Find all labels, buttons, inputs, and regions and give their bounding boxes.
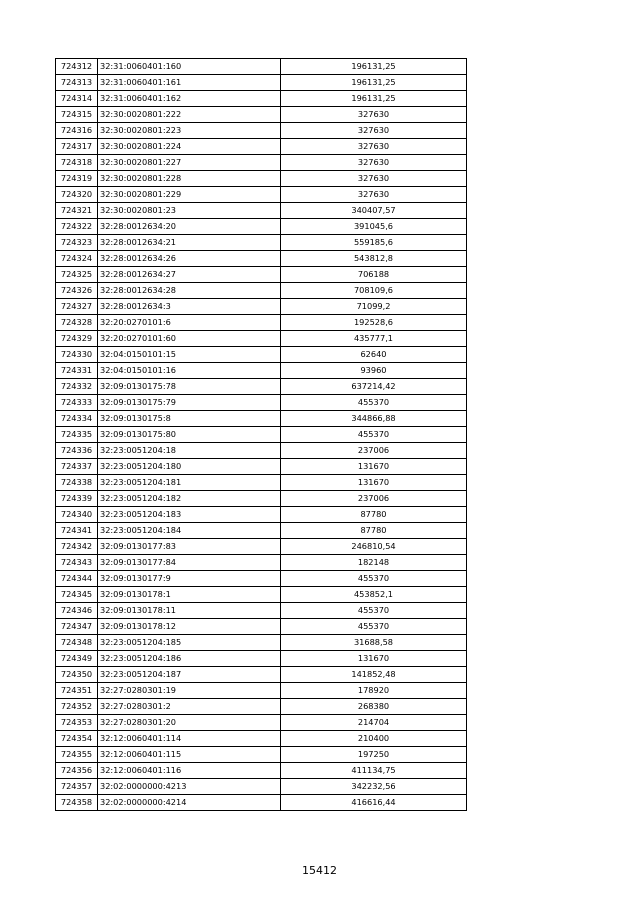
value-cell: 327630 — [281, 155, 467, 171]
value-cell: 559185,6 — [281, 235, 467, 251]
row-id-cell: 724332 — [56, 379, 98, 395]
row-id-cell: 724312 — [56, 59, 98, 75]
cadastral-number-cell: 32:09:0130175:79 — [98, 395, 281, 411]
cadastral-number-cell: 32:30:0020801:227 — [98, 155, 281, 171]
cadastral-number-cell: 32:27:0280301:19 — [98, 683, 281, 699]
cadastral-number-cell: 32:28:0012634:28 — [98, 283, 281, 299]
cadastral-number-cell: 32:28:0012634:3 — [98, 299, 281, 315]
value-cell: 543812,8 — [281, 251, 467, 267]
row-id-cell: 724340 — [56, 507, 98, 523]
table-row — [56, 139, 467, 155]
row-id-cell: 724335 — [56, 427, 98, 443]
row-id-cell: 724318 — [56, 155, 98, 171]
row-id-cell: 724328 — [56, 315, 98, 331]
row-id-cell: 724329 — [56, 331, 98, 347]
cadastral-number-cell: 32:30:0020801:222 — [98, 107, 281, 123]
table-row — [56, 779, 467, 795]
row-id-cell: 724357 — [56, 779, 98, 795]
value-cell: 411134,75 — [281, 763, 467, 779]
cadastral-number-cell: 32:27:0280301:20 — [98, 715, 281, 731]
row-id-cell: 724336 — [56, 443, 98, 459]
value-cell: 93960 — [281, 363, 467, 379]
row-id-cell: 724354 — [56, 731, 98, 747]
table-row — [56, 443, 467, 459]
row-id-cell: 724344 — [56, 571, 98, 587]
value-cell: 196131,25 — [281, 91, 467, 107]
row-id-cell: 724320 — [56, 187, 98, 203]
row-id-cell: 724330 — [56, 347, 98, 363]
row-id-cell: 724338 — [56, 475, 98, 491]
row-id-cell: 724343 — [56, 555, 98, 571]
cadastral-number-cell: 32:30:0020801:229 — [98, 187, 281, 203]
cadastral-number-cell: 32:30:0020801:23 — [98, 203, 281, 219]
table-row — [56, 155, 467, 171]
table-row — [56, 475, 467, 491]
value-cell: 131670 — [281, 459, 467, 475]
table-row — [56, 523, 467, 539]
cadastral-number-cell: 32:09:0130177:84 — [98, 555, 281, 571]
value-cell: 71099,2 — [281, 299, 467, 315]
value-cell: 327630 — [281, 187, 467, 203]
value-cell: 327630 — [281, 107, 467, 123]
row-id-cell: 724316 — [56, 123, 98, 139]
value-cell: 131670 — [281, 651, 467, 667]
value-cell: 237006 — [281, 491, 467, 507]
row-id-cell: 724319 — [56, 171, 98, 187]
value-cell: 246810,54 — [281, 539, 467, 555]
row-id-cell: 724353 — [56, 715, 98, 731]
value-cell: 455370 — [281, 603, 467, 619]
value-cell: 453852,1 — [281, 587, 467, 603]
table-row — [56, 91, 467, 107]
value-cell: 708109,6 — [281, 283, 467, 299]
table-row — [56, 491, 467, 507]
table-row — [56, 603, 467, 619]
table-row — [56, 75, 467, 91]
value-cell: 327630 — [281, 123, 467, 139]
table-row — [56, 395, 467, 411]
table-row — [56, 251, 467, 267]
table-row — [56, 331, 467, 347]
row-id-cell: 724324 — [56, 251, 98, 267]
value-cell: 327630 — [281, 139, 467, 155]
page-number: 15412 — [302, 864, 337, 877]
table-row — [56, 651, 467, 667]
table-row — [56, 283, 467, 299]
value-cell: 455370 — [281, 427, 467, 443]
table-row — [56, 267, 467, 283]
table-row — [56, 731, 467, 747]
row-id-cell: 724337 — [56, 459, 98, 475]
value-cell: 210400 — [281, 731, 467, 747]
value-cell: 214704 — [281, 715, 467, 731]
cadastral-number-cell: 32:09:0130178:1 — [98, 587, 281, 603]
row-id-cell: 724346 — [56, 603, 98, 619]
value-cell: 637214,42 — [281, 379, 467, 395]
value-cell: 87780 — [281, 523, 467, 539]
row-id-cell: 724314 — [56, 91, 98, 107]
cadastral-number-cell: 32:09:0130175:78 — [98, 379, 281, 395]
cadastral-value-table — [55, 58, 467, 811]
cadastral-number-cell: 32:30:0020801:228 — [98, 171, 281, 187]
value-cell: 196131,25 — [281, 75, 467, 91]
table-row — [56, 635, 467, 651]
cadastral-number-cell: 32:09:0130175:80 — [98, 427, 281, 443]
value-cell: 178920 — [281, 683, 467, 699]
value-cell: 31688,58 — [281, 635, 467, 651]
cadastral-number-cell: 32:09:0130178:12 — [98, 619, 281, 635]
cadastral-number-cell: 32:12:0060401:116 — [98, 763, 281, 779]
row-id-cell: 724322 — [56, 219, 98, 235]
value-cell: 344866,88 — [281, 411, 467, 427]
table-row — [56, 507, 467, 523]
value-cell: 87780 — [281, 507, 467, 523]
value-cell: 455370 — [281, 395, 467, 411]
value-cell: 706188 — [281, 267, 467, 283]
table-row — [56, 379, 467, 395]
cadastral-number-cell: 32:23:0051204:185 — [98, 635, 281, 651]
value-cell: 141852,48 — [281, 667, 467, 683]
cadastral-number-cell: 32:20:0270101:60 — [98, 331, 281, 347]
row-id-cell: 724334 — [56, 411, 98, 427]
table-row — [56, 203, 467, 219]
cadastral-number-cell: 32:23:0051204:181 — [98, 475, 281, 491]
value-cell: 192528,6 — [281, 315, 467, 331]
value-cell: 435777,1 — [281, 331, 467, 347]
row-id-cell: 724317 — [56, 139, 98, 155]
row-id-cell: 724352 — [56, 699, 98, 715]
table-row — [56, 315, 467, 331]
table-row — [56, 715, 467, 731]
row-id-cell: 724315 — [56, 107, 98, 123]
cadastral-number-cell: 32:28:0012634:21 — [98, 235, 281, 251]
table-row — [56, 171, 467, 187]
row-id-cell: 724333 — [56, 395, 98, 411]
table-row — [56, 363, 467, 379]
table-row — [56, 539, 467, 555]
table-row — [56, 459, 467, 475]
table-row — [56, 587, 467, 603]
cadastral-number-cell: 32:20:0270101:6 — [98, 315, 281, 331]
table-row — [56, 683, 467, 699]
cadastral-number-cell: 32:31:0060401:162 — [98, 91, 281, 107]
value-cell: 391045,6 — [281, 219, 467, 235]
value-cell: 455370 — [281, 619, 467, 635]
row-id-cell: 724339 — [56, 491, 98, 507]
cadastral-number-cell: 32:09:0130178:11 — [98, 603, 281, 619]
table-row — [56, 699, 467, 715]
value-cell: 416616,44 — [281, 795, 467, 811]
cadastral-number-cell: 32:23:0051204:180 — [98, 459, 281, 475]
table-row — [56, 619, 467, 635]
row-id-cell: 724325 — [56, 267, 98, 283]
row-id-cell: 724355 — [56, 747, 98, 763]
row-id-cell: 724341 — [56, 523, 98, 539]
cadastral-number-cell: 32:27:0280301:2 — [98, 699, 281, 715]
value-cell: 237006 — [281, 443, 467, 459]
table-row — [56, 187, 467, 203]
row-id-cell: 724323 — [56, 235, 98, 251]
cadastral-number-cell: 32:02:0000000:4213 — [98, 779, 281, 795]
value-cell: 327630 — [281, 171, 467, 187]
cadastral-number-cell: 32:30:0020801:224 — [98, 139, 281, 155]
table-row — [56, 763, 467, 779]
row-id-cell: 724326 — [56, 283, 98, 299]
cadastral-number-cell: 32:09:0130177:9 — [98, 571, 281, 587]
row-id-cell: 724349 — [56, 651, 98, 667]
table-body — [56, 59, 467, 811]
cadastral-number-cell: 32:31:0060401:160 — [98, 59, 281, 75]
value-cell: 197250 — [281, 747, 467, 763]
table-row — [56, 235, 467, 251]
table-row — [56, 795, 467, 811]
value-cell: 455370 — [281, 571, 467, 587]
row-id-cell: 724358 — [56, 795, 98, 811]
cadastral-number-cell: 32:28:0012634:26 — [98, 251, 281, 267]
value-cell: 342232,56 — [281, 779, 467, 795]
cadastral-number-cell: 32:04:0150101:16 — [98, 363, 281, 379]
cadastral-number-cell: 32:12:0060401:114 — [98, 731, 281, 747]
cadastral-number-cell: 32:09:0130175:8 — [98, 411, 281, 427]
row-id-cell: 724356 — [56, 763, 98, 779]
cadastral-number-cell: 32:28:0012634:20 — [98, 219, 281, 235]
row-id-cell: 724321 — [56, 203, 98, 219]
value-cell: 268380 — [281, 699, 467, 715]
cadastral-number-cell: 32:28:0012634:27 — [98, 267, 281, 283]
cadastral-number-cell: 32:02:0000000:4214 — [98, 795, 281, 811]
row-id-cell: 724342 — [56, 539, 98, 555]
table-row — [56, 123, 467, 139]
table-row — [56, 555, 467, 571]
cadastral-number-cell: 32:30:0020801:223 — [98, 123, 281, 139]
table-row — [56, 219, 467, 235]
cadastral-number-cell: 32:23:0051204:18 — [98, 443, 281, 459]
table-row — [56, 347, 467, 363]
value-cell: 131670 — [281, 475, 467, 491]
cadastral-number-cell: 32:23:0051204:186 — [98, 651, 281, 667]
table-row — [56, 427, 467, 443]
cadastral-number-cell: 32:12:0060401:115 — [98, 747, 281, 763]
table-row — [56, 747, 467, 763]
cadastral-number-cell: 32:23:0051204:182 — [98, 491, 281, 507]
value-cell: 62640 — [281, 347, 467, 363]
cadastral-number-cell: 32:04:0150101:15 — [98, 347, 281, 363]
value-cell: 196131,25 — [281, 59, 467, 75]
row-id-cell: 724348 — [56, 635, 98, 651]
table-row — [56, 299, 467, 315]
row-id-cell: 724350 — [56, 667, 98, 683]
row-id-cell: 724347 — [56, 619, 98, 635]
table-row — [56, 411, 467, 427]
row-id-cell: 724345 — [56, 587, 98, 603]
cadastral-number-cell: 32:23:0051204:187 — [98, 667, 281, 683]
cadastral-number-cell: 32:09:0130177:83 — [98, 539, 281, 555]
row-id-cell: 724313 — [56, 75, 98, 91]
table-row — [56, 667, 467, 683]
row-id-cell: 724351 — [56, 683, 98, 699]
value-cell: 182148 — [281, 555, 467, 571]
table-row — [56, 59, 467, 75]
row-id-cell: 724331 — [56, 363, 98, 379]
cadastral-number-cell: 32:31:0060401:161 — [98, 75, 281, 91]
row-id-cell: 724327 — [56, 299, 98, 315]
cadastral-number-cell: 32:23:0051204:183 — [98, 507, 281, 523]
cadastral-number-cell: 32:23:0051204:184 — [98, 523, 281, 539]
value-cell: 340407,57 — [281, 203, 467, 219]
table-row — [56, 107, 467, 123]
table-row — [56, 571, 467, 587]
